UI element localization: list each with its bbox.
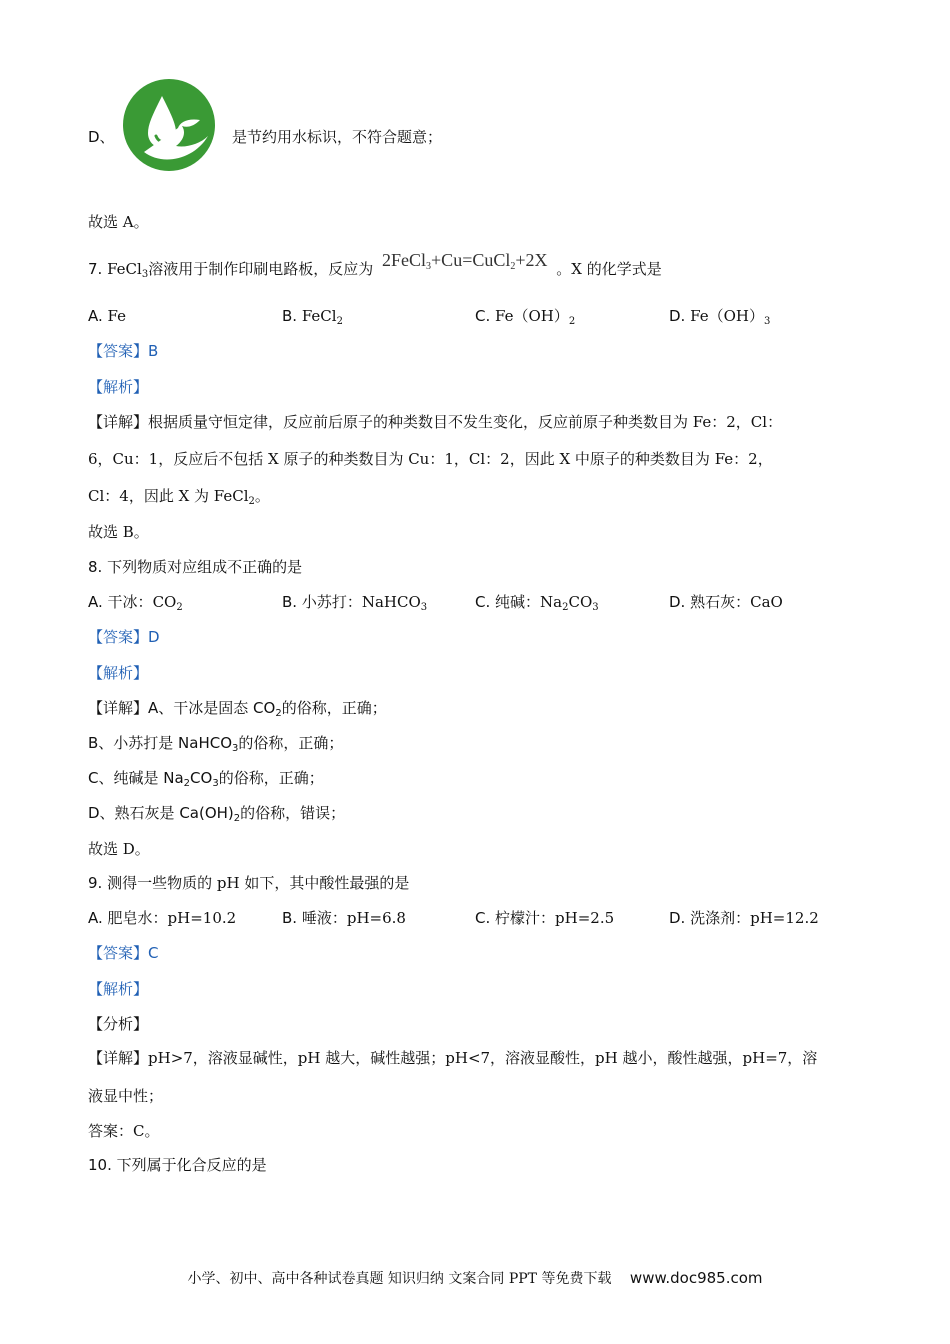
footer-text: 小学、初中、高中各种试卷真题 知识归纳 文案合同 PPT 等免费下载 xyxy=(187,1271,612,1287)
q7-conclusion: 故选 B。 xyxy=(88,523,149,541)
q8-option-b: B. 小苏打：NaHCO$_3$ xyxy=(282,593,428,613)
q9-fenxi-tag: 【分析】 xyxy=(88,1015,149,1033)
q7-detail-line-3: Cl：4，因此 X 为 FeCl$_2$。 xyxy=(88,487,270,507)
q7-stem-formula: FeCl$_3$ xyxy=(107,260,149,280)
q8-option-c: C. 纯碱：$Na_2CO_3$ xyxy=(475,593,599,613)
q8-analysis-tag: 【解析】 xyxy=(88,664,149,682)
q8-answer: 【答案】D xyxy=(88,628,160,646)
q9-conclusion: 答案：C。 xyxy=(88,1122,160,1140)
water-drop-icon xyxy=(122,78,216,172)
footer-site-link[interactable]: www.doc985.com xyxy=(629,1269,763,1287)
option-d-line xyxy=(88,126,115,148)
q9-option-a: A. 肥皂水：pH=10.2 xyxy=(88,909,237,927)
q7-answer: 【答案】B xyxy=(88,342,159,360)
q7-option-d: D. $Fe(OH)_3$ xyxy=(669,307,771,327)
q6-conclusion: 故选 A。 xyxy=(88,213,149,231)
q9-analysis-tag: 【解析】 xyxy=(88,980,149,998)
q7-detail-line-1: 【详解】根据质量守恒定律，反应前后原子的种类数目不发生变化，反应前原子种类数目为 Fe：2，Cl： xyxy=(88,413,783,431)
q7-number: 7. xyxy=(88,260,103,278)
q8-detail-line-1: 【详解】A、干冰是固态 $CO_2$的俗称，正确； xyxy=(88,699,387,719)
q9-answer: 【答案】C xyxy=(88,944,159,962)
q9-detail-line-2: 液显中性； xyxy=(88,1087,164,1105)
page-footer xyxy=(0,1268,950,1288)
q9-stem: 9. 测得一些物质的 pH 如下，其中酸性最强的是 xyxy=(88,874,410,892)
option-d-prefix: D、 xyxy=(88,128,115,146)
q7-stem-end: 。X 的化学式是 xyxy=(556,260,662,278)
q9-option-d: D. 洗涤剂：pH=12.2 xyxy=(669,909,819,927)
q8-detail-line-3: C、纯碱是 $Na_2CO_3$的俗称，正确； xyxy=(88,769,324,789)
q9-detail-line-1: 【详解】pH>7，溶液显碱性，pH 越大，碱性越强；pH<7，溶液显酸性，pH 越小，酸性越强，pH=7，溶 xyxy=(88,1049,818,1067)
q9-option-b: B. 唾液：pH=6.8 xyxy=(282,909,406,927)
q7-stem-text: 溶液用于制作印刷电路板，反应为 xyxy=(148,260,374,278)
q8-option-a: A. 干冰：$CO_2$ xyxy=(88,593,183,613)
q7-option-b: B. FeCl$_2$ xyxy=(282,307,343,327)
q10-stem: 10. 下列属于化合反应的是 xyxy=(88,1156,267,1174)
q7-stem xyxy=(88,250,662,280)
q9-option-c: C. 柠檬汁：pH=2.5 xyxy=(475,909,615,927)
q7-option-a: A. Fe xyxy=(88,307,127,325)
q7-equation: 2FeCl$_3$+Cu=CuCl$_2$+2X xyxy=(382,250,548,272)
q7-detail-line-2: 6，Cu：1，反应后不包括 X 原子的种类数目为 Cu：1，Cl：2，因此 X 中原子的种类数目为 Fe：2， xyxy=(88,450,773,468)
q8-detail-line-4: D、熟石灰是 $Ca(OH)_2$的俗称，错误； xyxy=(88,804,346,824)
q8-detail-line-2: B、小苏打是 NaHCO$_3$的俗称，正确； xyxy=(88,734,344,754)
q8-stem: 8. 下列物质对应组成不正确的是 xyxy=(88,558,303,576)
q7-analysis-tag: 【解析】 xyxy=(88,378,149,396)
q8-conclusion: 故选 D。 xyxy=(88,840,150,858)
water-saving-logo xyxy=(122,78,216,172)
q8-option-d: D. 熟石灰：CaO xyxy=(669,593,783,611)
q7-option-c: C. $Fe(OH)_2$ xyxy=(475,307,576,327)
option-d-text: 是节约用水标识，不符合题意； xyxy=(232,128,443,146)
